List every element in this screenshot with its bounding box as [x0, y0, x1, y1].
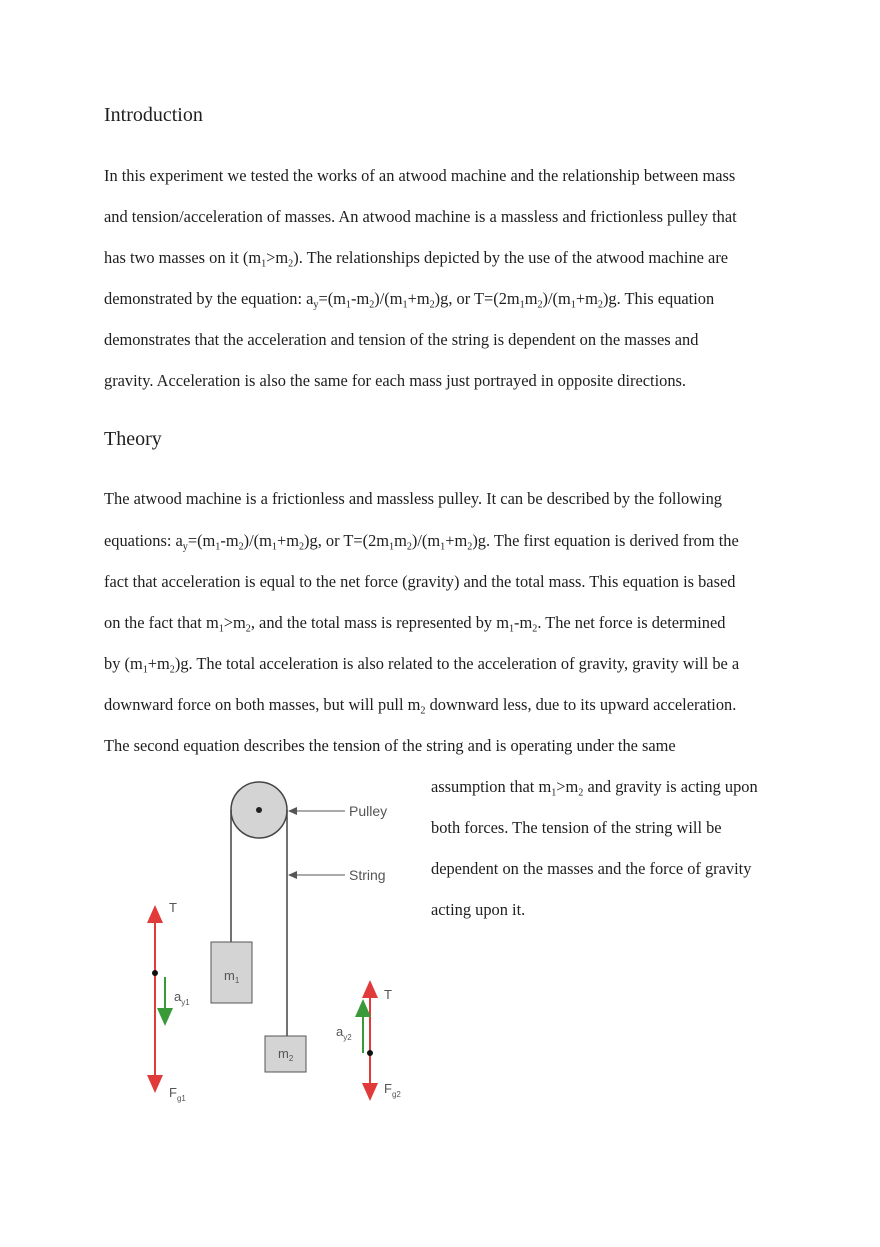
subscript: 1 — [402, 299, 408, 311]
subscript: 1 — [551, 787, 557, 799]
subscript: 2 — [369, 299, 375, 311]
pulley-axle — [256, 807, 262, 813]
subscript: 1 — [271, 541, 277, 553]
subscript: 2 — [532, 623, 538, 635]
intro-line-2: and tension/acceleration of masses. An atwood machine is a massless and frictionless pulley that — [104, 207, 737, 226]
tension2-label: T — [384, 987, 392, 1002]
mass2-point — [367, 1050, 373, 1056]
subscript: y — [182, 541, 188, 553]
introduction-heading: Introduction — [104, 104, 203, 126]
subscript: 2 — [238, 541, 244, 553]
tension1-label: T — [169, 900, 177, 915]
subscript: 2 — [406, 541, 412, 553]
subscript: 1 — [440, 541, 446, 553]
subscript: 2 — [298, 541, 305, 553]
atwood-machine-figure — [140, 775, 410, 1140]
subscript: 2 — [245, 623, 251, 635]
mass1-point — [152, 970, 158, 976]
subscript: 2 — [578, 787, 584, 799]
subscript: 1 — [142, 664, 148, 676]
theory-line-4: on the fact that $m_1>m_2$, and the total mass is represented by $m_1-m_2$. The net force is determined — [104, 613, 726, 635]
pulley-label: Pulley — [349, 803, 388, 819]
subscript: 2 — [288, 258, 294, 270]
intro-line-4: demonstrated by the equation: $a_y=(m_1-m_2)/(m_1+m_2)g$, or $T=(2m_1m_2)/(m_1+m_2)g$. This equation — [104, 289, 715, 311]
intro-line-3: has two masses on it $(m_1>m_2)$. The relationships depicted by the use of the atwood machine are — [104, 248, 729, 270]
subscript: 1 — [215, 541, 221, 553]
theory-side-line-2: both forces. The tension of the string will be — [431, 818, 722, 837]
theory-line-7: The second equation describes the tension of the string and is operating under the same — [104, 736, 676, 755]
theory-line-6: downward force on both masses, but will pull $m_2$ downward less, due to its upward acceleration. — [104, 695, 737, 717]
atwood-diagram — [140, 775, 410, 1140]
subscript: 1 — [218, 623, 224, 635]
theory-line-2: equations: $a_y=(m_1-m_2)/(m_1+m_2)g$, or $T=(2m_1m_2)/(m_1+m_2)g$. The first equation is derived from the — [104, 531, 739, 553]
theory-side-line-4: acting upon it. — [431, 900, 526, 919]
theory-line-5: by $(m_1+m_2)g$. The total acceleration is also related to the acceleration of gravity, gravity will be a — [104, 654, 740, 676]
subscript: 1 — [519, 299, 525, 311]
theory-line-1: The atwood machine is a frictionless and massless pulley. It can be described by the following — [104, 489, 722, 508]
subscript: 2 — [597, 299, 603, 311]
mass2-label: $m_2$ — [278, 1046, 294, 1063]
theory-side-line-3: dependent on the masses and the force of gravity — [431, 859, 752, 878]
theory-line-3: fact that acceleration is equal to the net force (gravity) and the total mass. This equation is based — [104, 572, 736, 591]
string-label: String — [349, 867, 386, 883]
theory-heading: Theory — [104, 428, 162, 450]
intro-line-6: gravity. Acceleration is also the same for each mass just portrayed in opposite directions. — [104, 371, 687, 390]
theory-side-line-1: assumption that $m_1>m_2$ and gravity is acting upon — [431, 777, 758, 799]
subscript: 2 — [467, 541, 473, 553]
mass1-label: $m_1$ — [224, 968, 240, 985]
subscript: 2 — [537, 299, 543, 311]
subscript: 1 — [261, 258, 267, 270]
gravity2-label: $F_{g2}$ — [384, 1081, 401, 1099]
gravity1-label: $F_{g1}$ — [169, 1085, 186, 1103]
subscript: 1 — [389, 541, 395, 553]
subscript: 1 — [345, 299, 351, 311]
subscript: 2 — [169, 664, 175, 676]
subscript: 2 — [420, 705, 426, 717]
subscript: 1 — [508, 623, 515, 635]
intro-line-1: In this experiment we tested the works of an atwood machine and the relationship between mass — [104, 166, 736, 185]
subscript: 2 — [429, 299, 435, 311]
intro-line-5: demonstrates that the acceleration and tension of the string is dependent on the masses and — [104, 330, 699, 349]
subscript: 1 — [570, 299, 576, 311]
subscript: y — [313, 299, 319, 311]
accel2-label: $a_{y2}$ — [336, 1024, 352, 1042]
accel1-label: $a_{y1}$ — [174, 989, 190, 1007]
